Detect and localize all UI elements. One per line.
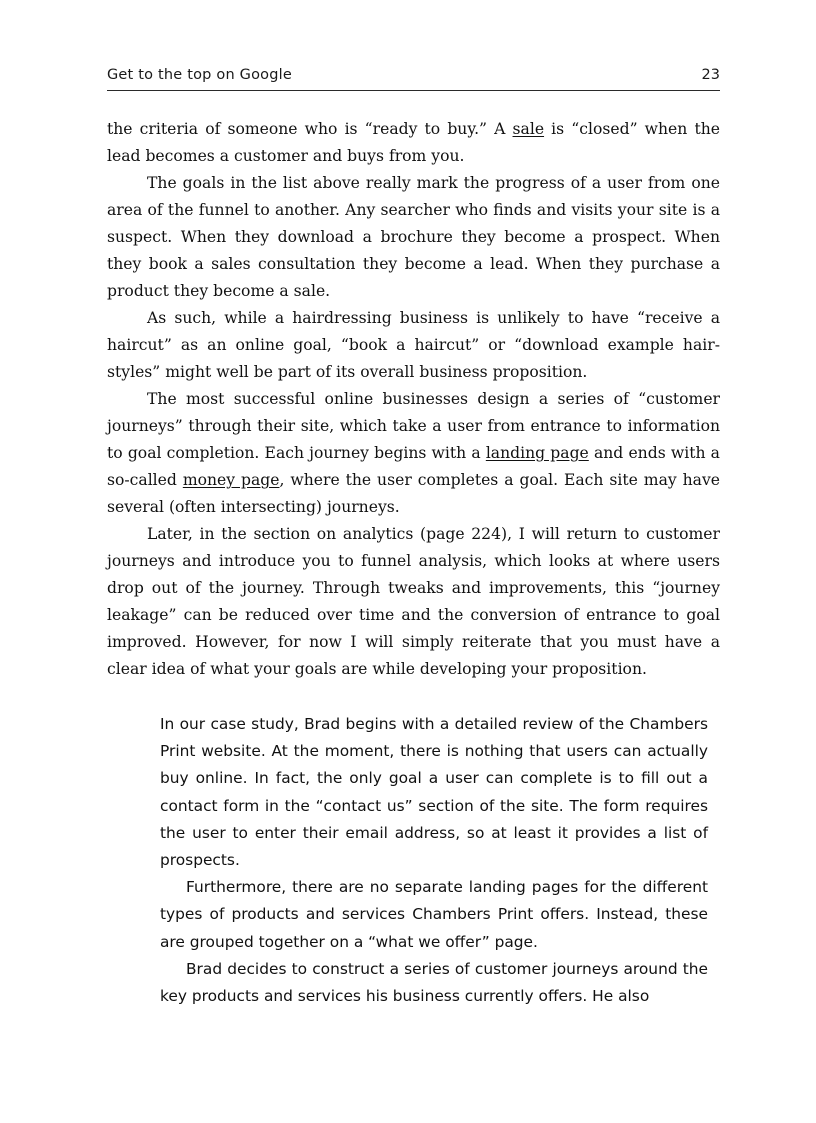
text-run: is “closed” when the lead becomes a customer and buys from you. xyxy=(107,120,720,165)
term-money-page: money page xyxy=(182,471,280,489)
case-study-paragraph-3: Brad decides to construct a series of customer journeys around the key products and services his business currently offers. He also xyxy=(160,959,708,1006)
paragraph-hairdressing-example: As such, while a hairdressing business is unlikely to have “receive a haircut” as an online goal, “book a haircut” or “download example hairstyles” might well be part of its overall business proposition. xyxy=(107,309,720,381)
case-study-paragraph-1: In our case study, Brad begins with a detailed review of the Chambers Print website. At the moment, there is nothing that users can actually buy online. In fact, the only goal a user can complete is to fill out a contact form in the “contact us” section of the site. The form requires the user to enter their email address, so at least it provides a list of prospects. xyxy=(160,715,708,870)
paragraph-sale-definition xyxy=(107,116,720,170)
text-run: the criteria of someone who is “ready to buy.” A xyxy=(107,120,513,138)
term-landing-page: landing page xyxy=(485,444,589,462)
paragraph-funnel-analysis: Later, in the section on analytics (page 224), I will return to customer journeys and introduce you to funnel analysis, which looks at where users drop out of the journey. Through tweaks and improvements, this “journey leakage” can be reduced over time and the conversion of entrance to goal improved. However, for now I will simply reiterate that you must have a clear idea of what your goals are while developing your proposition. xyxy=(107,525,720,678)
running-header xyxy=(107,66,720,91)
text-run: The most successful online businesses design a series of “customer journeys” through their site, which take a user from entrance to information to goal completion. Each journey begins with a xyxy=(107,390,720,462)
page-number: 23 xyxy=(701,67,720,83)
term-sale: sale xyxy=(512,120,545,138)
text-run: , where the user completes a goal. Each site may have several (often intersecting) journeys. xyxy=(107,471,720,516)
main-text xyxy=(107,116,720,683)
case-study-paragraph-2: Furthermore, there are no separate landing pages for the different types of products and services Chambers Print offers. Instead, these are grouped together on a “what we offer” page. xyxy=(160,878,708,951)
case-study-box xyxy=(160,711,708,1010)
running-title: Get to the top on Google xyxy=(107,67,292,83)
text-run: and ends with a so-called xyxy=(107,444,720,489)
paragraph-funnel-progress: The goals in the list above really mark the progress of a user from one area of the funnel to another. Any searcher who finds and visits your site is a suspect. When they download a brochure they become a prospect. When they book a sales consultation they become a lead. When they purchase a product they become a sale. xyxy=(107,174,720,300)
paragraph-customer-journeys xyxy=(107,386,720,521)
